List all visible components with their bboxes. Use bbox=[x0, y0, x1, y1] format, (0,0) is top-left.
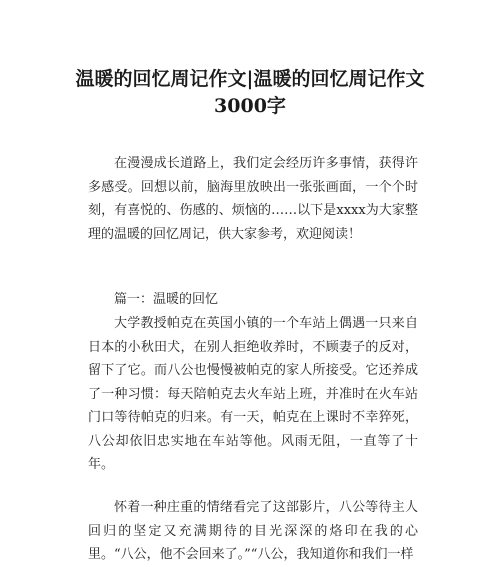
body-paragraph: 怀着一种庄重的情绪看完了这部影片，八公等待主人回归的坚定又充满期待的目光深深的烙印在我的心里。“八公，他不会回来了。”“八公，我知道你和我们一样 bbox=[88, 500, 418, 562]
paragraph-block-2 bbox=[88, 496, 418, 567]
section-heading-block bbox=[88, 288, 418, 312]
intro-block bbox=[88, 152, 418, 246]
intro-paragraph: 在漫漫成长道路上，我们定会经历许多事情，获得许多感受。回想以前，脑海里放映出一张张画面，一个个时刻，有喜悦的、伤感的、烦恼的……以下是xxxx为大家整理的温暖的回忆周记，供大家参考，欢迎阅读！ bbox=[88, 156, 418, 242]
body-paragraph: 大学教授帕克在英国小镇的一个车站上偶遇一只来自日本的小秋田犬，在别人拒绝收养时，不顾妻子的反对，留下了它。而八公也慢慢被帕克的家人所接受。它还养成了一种习惯：每天陪帕克去火车站上班，并准时在火车站门口等待帕克的归来。有一天，帕克在上课时不幸猝死，八公却依旧忠实地在车站等他。风雨无阻，一直等了十年。 bbox=[88, 316, 418, 472]
document-title: 温暖的回忆周记作文|温暖的回忆周记作文3000字 bbox=[75, 68, 425, 117]
paragraph-block-1 bbox=[88, 312, 418, 477]
section-heading: 篇一：温暖的回忆 bbox=[114, 292, 219, 307]
